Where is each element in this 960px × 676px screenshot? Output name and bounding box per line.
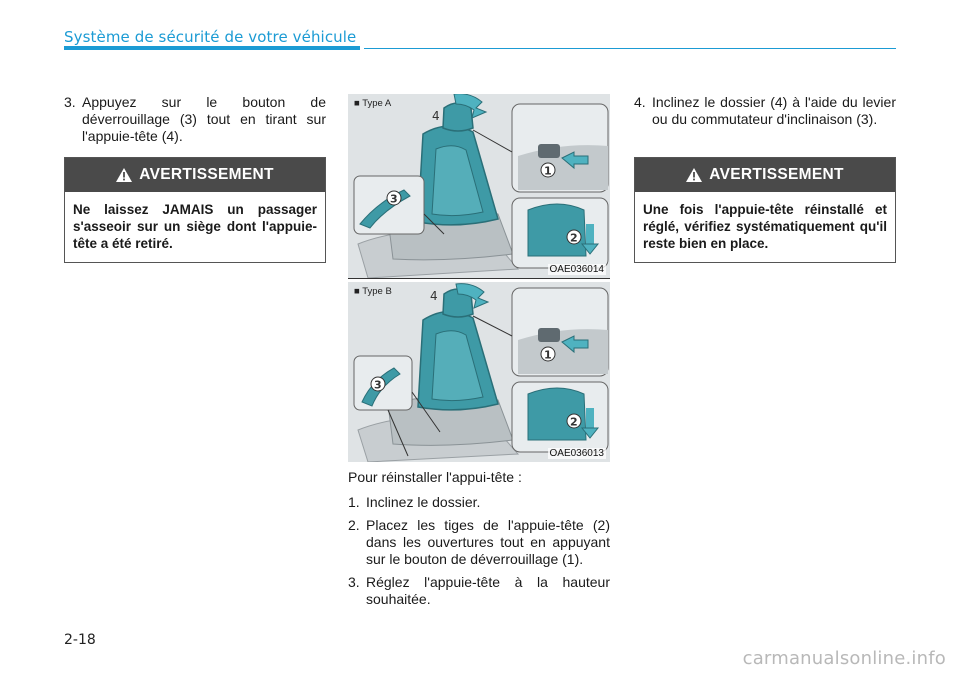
watermark: carmanualsonline.info (742, 648, 946, 669)
step-text: Placez les tiges de l'appuie-tête (2) dans les ouvertures tout en appuyant sur le bouton de déverrouillage (1). (366, 517, 610, 567)
figure-type-b (348, 282, 610, 462)
seat-illustration-b (348, 282, 610, 462)
warning-header (635, 158, 895, 192)
callout-4-b: 4 (430, 289, 438, 303)
figure-label: ■ Type A (354, 98, 392, 109)
step-text: Réglez l'appuie-tête à la hauteur souhaitée. (366, 574, 610, 607)
step-item (348, 494, 610, 511)
step-number: 1. (348, 494, 360, 510)
figure-code: OAE036014 (549, 264, 604, 275)
step-item (348, 574, 610, 608)
warning-heading: AVERTISSEMENT (139, 166, 274, 183)
figure-type-a (348, 94, 610, 278)
figure-code: OAE036013 (549, 448, 604, 459)
figure-label: ■ Type B (354, 286, 392, 297)
step-item (634, 94, 896, 128)
reinstall-intro: Pour réinstaller l'appui-tête : (348, 469, 522, 485)
seat-illustration-a (348, 94, 610, 278)
step-text: Appuyez sur le bouton de déverrouillage (3) tout en tirant sur l'appuie-tête (4). (82, 94, 326, 144)
warning-text: Ne laissez JAMAIS un passager s'asseoir sur un siège dont l'appuie-tête a été retiré. (73, 202, 317, 251)
svg-text:1: 1 (544, 348, 552, 362)
warning-box (64, 157, 326, 263)
warning-triangle-icon (116, 168, 132, 182)
step-number: 3. (348, 574, 360, 590)
step-item (64, 94, 326, 145)
warning-box (634, 157, 896, 263)
warning-heading: AVERTISSEMENT (709, 166, 844, 183)
column-left (64, 94, 326, 151)
column-right (634, 94, 896, 134)
section-title: Système de sécurité de votre véhicule (64, 28, 357, 46)
step-text: Inclinez le dossier (4) à l'aide du levier ou du commutateur d'inclinaison (3). (652, 94, 896, 127)
step-item (348, 517, 610, 568)
step-number: 3. (64, 94, 76, 110)
step-number: 4. (634, 94, 646, 110)
svg-text:1: 1 (544, 164, 552, 178)
step-text: Inclinez le dossier. (366, 494, 481, 510)
svg-text:2: 2 (570, 415, 578, 429)
header-rule-thin (364, 48, 896, 49)
page-number: 2-18 (64, 632, 96, 648)
step-number: 2. (348, 517, 360, 533)
svg-text:3: 3 (374, 378, 382, 392)
warning-text: Une fois l'appuie-tête réinstallé et réglé, vérifiez systématiquement qu'il reste bien en place. (643, 202, 887, 251)
warning-triangle-icon (686, 168, 702, 182)
figure-divider (348, 278, 610, 279)
svg-text:3: 3 (390, 192, 398, 206)
callout-4-a: 4 (432, 109, 440, 123)
warning-header (65, 158, 325, 192)
column-middle (348, 469, 610, 614)
header-rule (64, 46, 360, 50)
svg-text:2: 2 (570, 231, 578, 245)
